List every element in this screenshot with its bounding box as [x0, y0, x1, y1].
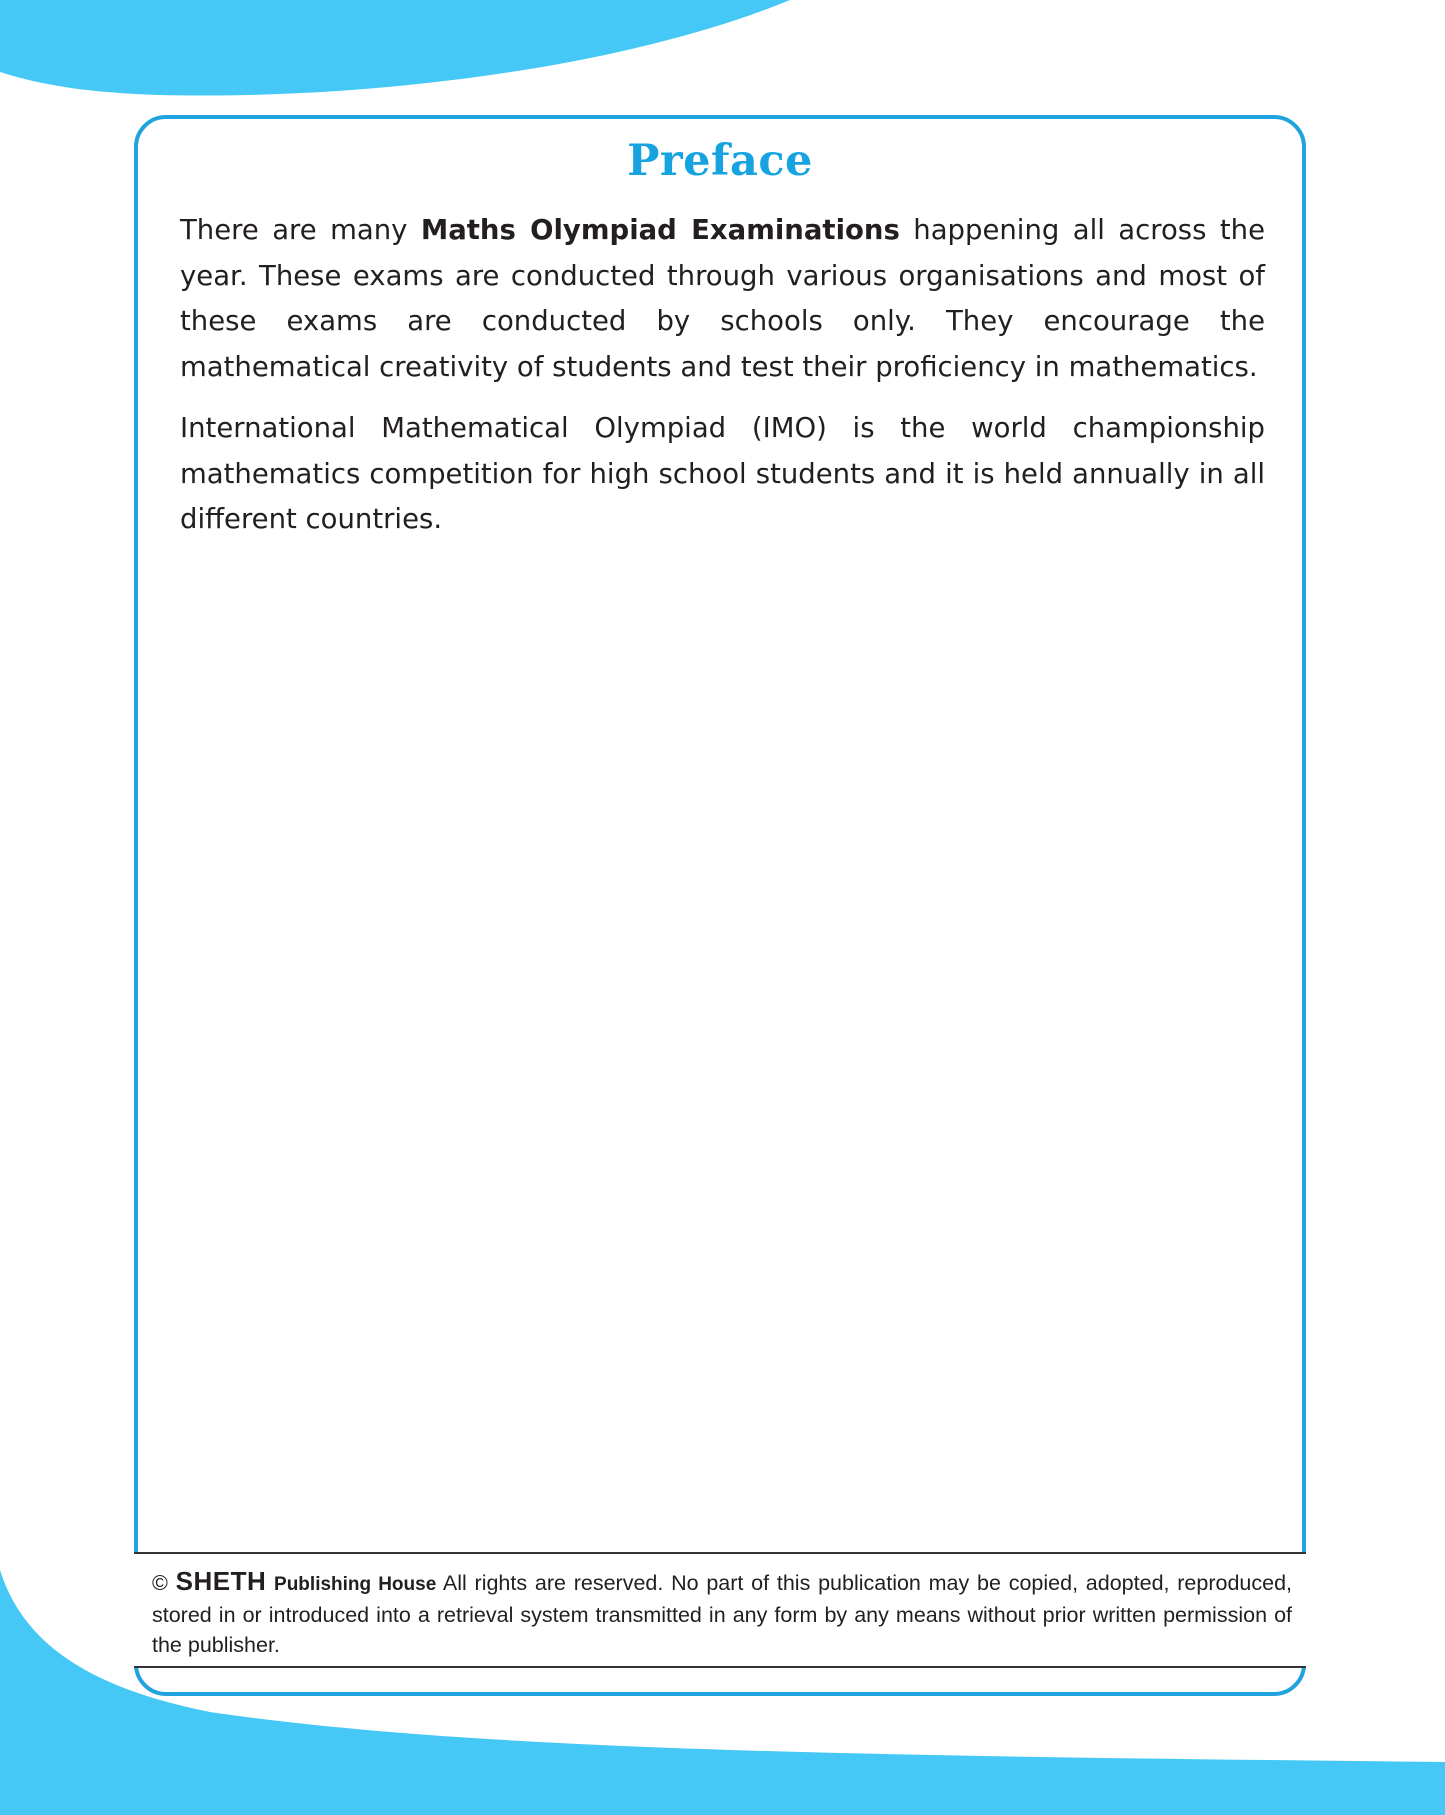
copyright-footer: [134, 1552, 1306, 1668]
paragraph-1-start: There are many: [180, 214, 421, 246]
content-frame: [134, 115, 1306, 1696]
top-wave-shape: [0, 0, 790, 96]
paragraph-1-end: happening all across the year. These exams are conducted through various organisations and most of these exams are conducted by schools only. They encourage the mathematical creativity of students and test their proficiency in mathematics.: [180, 214, 1266, 383]
copyright-symbol: ©: [152, 1571, 168, 1595]
paragraph-2: International Mathematical Olympiad (IMO) is the world championship mathematics competition for high school students and it is held annually in all different countries.: [180, 412, 1265, 535]
paragraph-1-emphasis: Maths Olympiad Examinations: [420, 214, 900, 246]
publisher-subtitle: Publishing House: [274, 1574, 437, 1595]
copyright-notice: [152, 1566, 1292, 1660]
page-title: Preface: [627, 136, 813, 186]
publisher-brand: SHETH: [175, 1566, 267, 1596]
paragraph-1: [180, 208, 1265, 390]
preface-body: [180, 208, 1265, 559]
rights-text: All rights are reserved. No part of this publication may be copied, adopted, reproduced, stored in or introduced into a retrieval system transmitted in any form by any means without prior written permission of the publisher.: [152, 1571, 1293, 1657]
